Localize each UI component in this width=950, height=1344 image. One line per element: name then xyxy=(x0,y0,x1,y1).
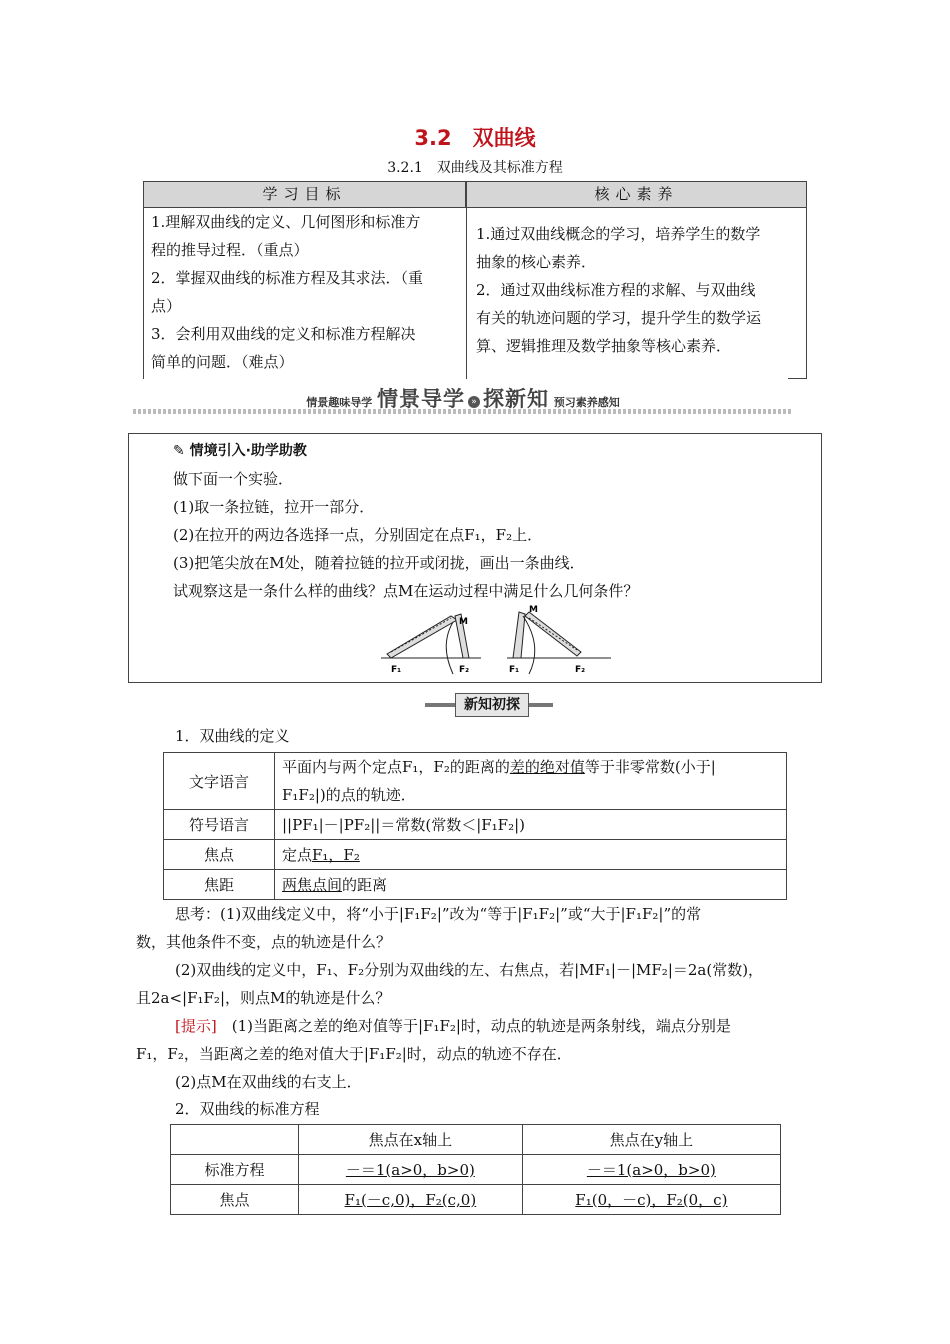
hint-line: F₁，F₂，当距离之差的绝对值大于|F₁F₂|时，动点的轨迹不存在． xyxy=(136,1045,572,1063)
standard-equation-table xyxy=(170,1124,781,1215)
scenario-box xyxy=(128,433,822,683)
chevron-right-icon: » xyxy=(468,396,480,408)
think-line: 且2a<|F₁F₂|，则点M的轨迹是什么？ xyxy=(136,989,391,1007)
section-heading: 2．双曲线的标准方程 xyxy=(175,1100,320,1118)
goals-right-header: 核心素养 xyxy=(466,181,807,208)
fig-label-f1: F₁ xyxy=(509,665,520,675)
table-row xyxy=(164,870,787,900)
goals-left-header: 学习目标 xyxy=(143,181,466,208)
literacy-item: 算、逻辑推理及数学抽象等核心素养． xyxy=(476,337,732,355)
table-cell: －＝1(a>0，b>0) xyxy=(299,1155,523,1185)
table-row xyxy=(171,1155,781,1185)
scenario-line: (2)在拉开的两边各选择一点，分别固定在点F₁，F₂上． xyxy=(173,526,543,544)
fig-label-m: M xyxy=(529,605,538,615)
table-cell: 焦距 xyxy=(164,870,275,900)
table-cell: F₁(0，－c)，F₂(0，c) xyxy=(522,1185,780,1215)
goal-item: 3．会利用双曲线的定义和标准方程解决 xyxy=(151,325,416,343)
section-heading: 1．双曲线的定义 xyxy=(175,727,290,745)
hint-line: (2)点M在双曲线的右支上． xyxy=(175,1073,362,1091)
table-header: 焦点在y轴上 xyxy=(522,1125,780,1155)
think-line: 思考：(1)双曲线定义中，将“小于|F₁F₂|”改为“等于|F₁F₂|”或“大于|F₁F₂|”的常 xyxy=(175,905,702,923)
scenario-line: (1)取一条拉链，拉开一部分． xyxy=(173,498,375,516)
table-row xyxy=(164,753,787,810)
table-cell: 焦点 xyxy=(164,840,275,870)
goal-item: 程的推导过程．（重点） xyxy=(151,241,309,259)
think-line: (2)双曲线的定义中，F₁、F₂分别为双曲线的左、右焦点，若|MF₁|－|MF₂|＝2a(常数)， xyxy=(175,961,764,979)
table-row xyxy=(164,840,787,870)
table-cell: －＝1(a>0，b>0) xyxy=(522,1155,780,1185)
banner-big-right: 探新知 xyxy=(483,387,549,411)
think-line: 数，其他条件不变，点的轨迹是什么？ xyxy=(136,933,392,951)
goals-table xyxy=(143,181,807,379)
table-cell: 标准方程 xyxy=(171,1155,299,1185)
goal-item: 2．掌握双曲线的标准方程及其求法．（重 xyxy=(151,269,424,287)
fig-label-f2: F₂ xyxy=(575,665,586,675)
scenario-line: 做下面一个实验． xyxy=(173,470,294,488)
table-row xyxy=(171,1185,781,1215)
definition-table xyxy=(163,752,787,900)
table-row xyxy=(171,1125,781,1155)
fig-label-m: M xyxy=(459,617,468,627)
scenario-line: (3)把笔尖放在M处，随着拉链的拉开或闭拢，画出一条曲线． xyxy=(173,554,585,572)
new-knowledge-badge xyxy=(425,693,553,717)
hint-tag: [提示] xyxy=(175,1017,217,1035)
table-cell: 符号语言 xyxy=(164,810,275,840)
fig-label-f1: F₁ xyxy=(391,665,402,675)
literacy-item: 有关的轨迹问题的学习，提升学生的数学运 xyxy=(476,309,762,327)
table-cell: 定点F₁，F₂ xyxy=(275,840,787,870)
table-cell: 焦点 xyxy=(171,1185,299,1215)
banner-big-left: 情景导学 xyxy=(377,387,465,411)
badge-label: 新知初探 xyxy=(455,693,529,717)
goals-left-list xyxy=(151,208,423,376)
fig-label-f2: F₂ xyxy=(459,665,470,675)
page-subtitle: 3.2.1 双曲线及其标准方程 xyxy=(387,160,563,176)
table-header xyxy=(171,1125,299,1155)
goals-right-list xyxy=(476,220,761,360)
banner-right-small: 预习素养感知 xyxy=(553,396,620,409)
scenario-line: 试观察这是一条什么样的曲线？点M在运动过程中满足什么几何条件？ xyxy=(173,582,639,600)
banner-left-small: 情景趣味导学 xyxy=(306,396,373,409)
hint-line: [提示] (1)当距离之差的绝对值等于|F₁F₂|时，动点的轨迹是两条射线，端点分别是 xyxy=(175,1017,731,1035)
table-cell: 文字语言 xyxy=(164,753,275,810)
literacy-item: 2．通过双曲线标准方程的求解、与双曲线 xyxy=(476,281,756,299)
page-title: 3.2 双曲线 xyxy=(414,126,536,150)
literacy-item: 抽象的核心素养． xyxy=(476,253,597,271)
table-cell: 平面内与两个定点F₁，F₂的距离的差的绝对值等于非零常数(小于| F₁F₂|)的点的轨迹． xyxy=(275,753,787,810)
goal-item: 简单的问题．（难点） xyxy=(151,353,294,371)
goal-item: 点） xyxy=(151,297,182,315)
table-header: 焦点在x轴上 xyxy=(299,1125,523,1155)
table-row xyxy=(164,810,787,840)
table-cell: 两焦点间的距离 xyxy=(275,870,787,900)
literacy-item: 1.通过双曲线概念的学习，培养学生的数学 xyxy=(476,225,761,243)
scenario-label: ✎ 情境引入·助学助教 xyxy=(173,443,307,459)
table-cell: ||PF₁|－|PF₂||＝常数(常数＜|F₁F₂|) xyxy=(275,810,787,840)
bulb-icon: ✎ xyxy=(173,443,185,459)
zipper-figure xyxy=(379,602,619,676)
section-banner xyxy=(133,383,793,415)
goal-item: 1.理解双曲线的定义、几何图形和标准方 xyxy=(151,213,421,231)
table-cell: F₁(－c,0)，F₂(c,0) xyxy=(299,1185,523,1215)
